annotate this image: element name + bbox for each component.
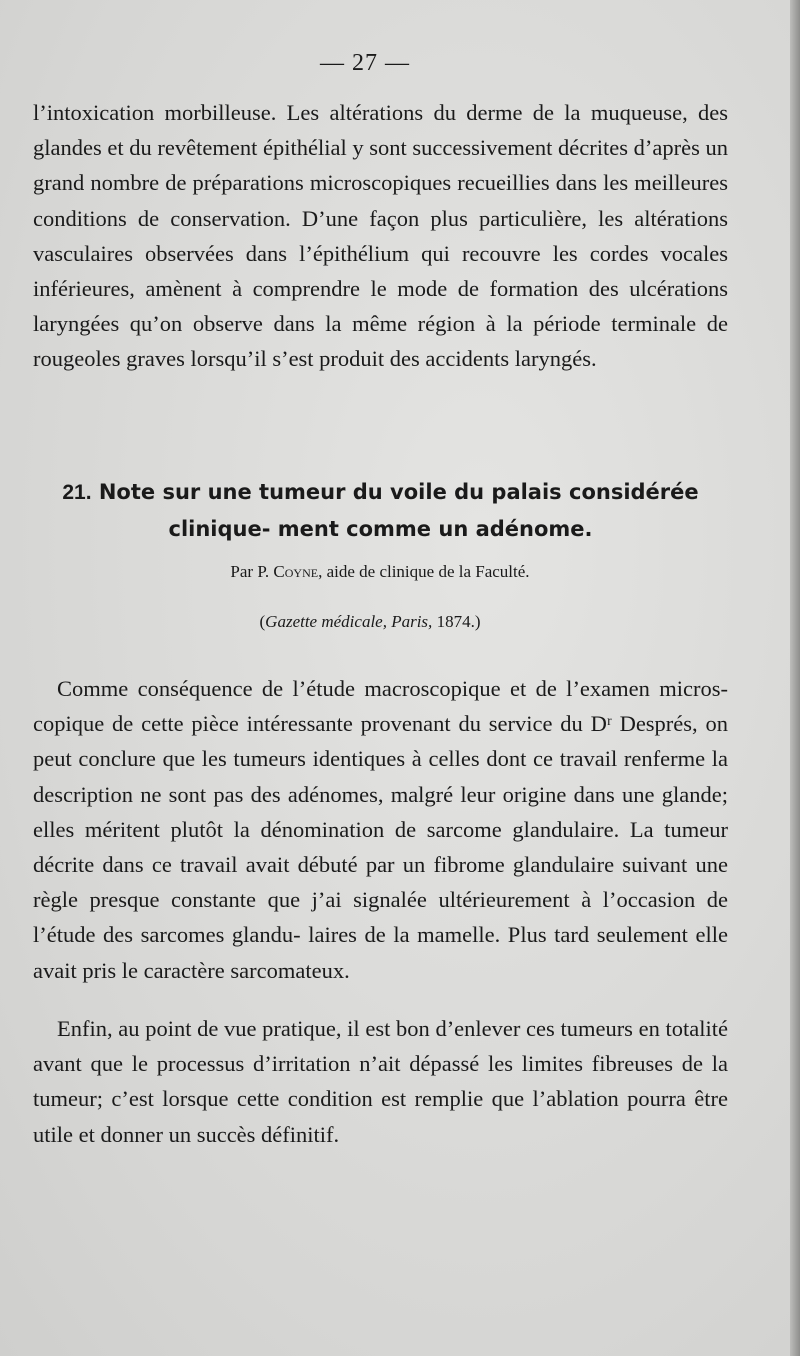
body-paragraph-1: Comme conséquence de l’étude macroscopique et de l’examen micros- copique de cette pièce intéressante provenant du service du Dʳ Després, on peut conclure que les tumeurs identiques à celles dont ce travail renferme la description ne sont pas des adénomes, malgré leur origine dans une glande; elles méritent plutôt la dénomination de sarcome glandulaire. La tumeur décrite dans ce travail avait débuté par un fibrome glandulaire suivant une règle presque constante que j’ai signalée ultérieurement à l’occasion de l’étude des sarcomes glandu- laires de la mamelle. Plus tard seulement elle avait pris le caractère sarcomateux. <box>33 676 728 983</box>
source-journal: Gazette médicale, Paris, <box>265 612 433 631</box>
body-paragraph-2: Enfin, au point de vue pratique, il est bon d’enlever ces tumeurs en totalité avant que le processus d’irritation n’ait dépassé les limites fibreuses de la tumeur; c’est lorsque cette condition est remplie que l’ablation pourra être utile et donner un succès définitif. <box>33 1016 728 1147</box>
section-heading <box>33 474 728 547</box>
intro-paragraph-block <box>33 95 728 377</box>
section-number: 21. <box>62 481 92 504</box>
body-paragraph-1-block <box>33 671 728 988</box>
byline <box>0 562 760 582</box>
byline-author: Coyne <box>273 562 319 581</box>
byline-prefix: Par P. <box>230 562 270 581</box>
intro-paragraph: l’intoxication morbilleuse. Les altérations du derme de la muqueuse, des glandes et du revêtement épithélial y sont successivement décrites d’après un grand nombre de préparations microscopiques recueillies dans les meilleures conditions de conservation. D’une façon plus particulière, les altérations vasculaires observées dans l’épithélium qui recouvre les cordes vocales inférieures, amènent à comprendre le mode de formation des ulcérations laryngées qu’on observe dans la même région à la période terminale de rougeoles graves lorsqu’il s’est produit des accidents laryngés. <box>33 100 728 372</box>
section-title: Note sur une tumeur du voile du palais considérée clinique- ment comme un adénome. <box>98 480 699 541</box>
source-year: 1874.) <box>432 612 481 631</box>
page-number: — 27 — <box>320 50 410 76</box>
byline-suffix: , aide de clinique de la Faculté. <box>318 562 530 581</box>
source-citation <box>0 612 740 632</box>
body-paragraph-2-block <box>33 1011 728 1152</box>
page-edge-shadow <box>790 0 800 1356</box>
source-open-paren: ( <box>259 612 266 631</box>
